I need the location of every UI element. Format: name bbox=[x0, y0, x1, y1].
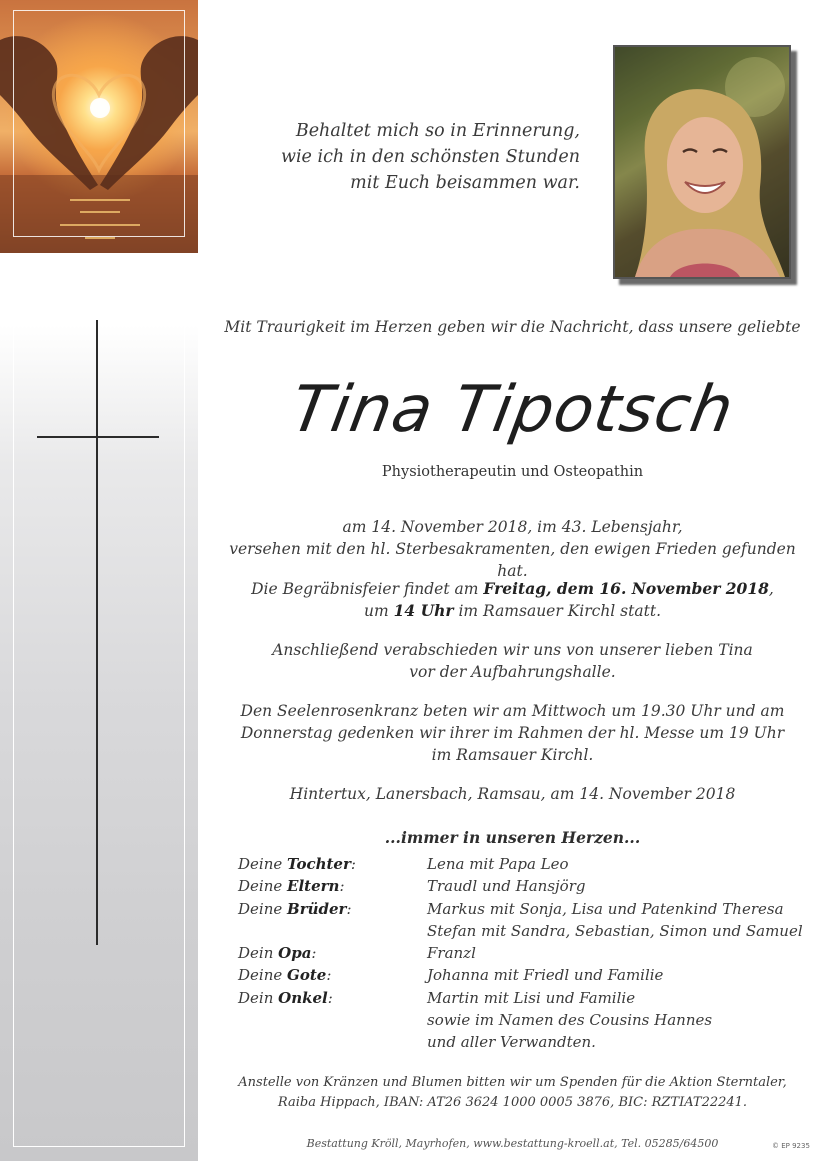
mourner-row bbox=[238, 875, 818, 897]
memorial-quote bbox=[270, 118, 580, 196]
mourner-relation: Dein Onkel: bbox=[238, 988, 333, 1007]
cross-horizontal-bar bbox=[37, 436, 159, 438]
left-column-frame bbox=[13, 275, 185, 1147]
mourner-names: sowie im Namen des Cousins Hannes bbox=[427, 1011, 713, 1030]
death-notice-paragraph bbox=[215, 516, 810, 582]
paragraph-line: am 14. November 2018, im 43. Lebensjahr, bbox=[342, 518, 683, 536]
paragraph-line: im Ramsauer Kirchl. bbox=[431, 746, 594, 764]
mourner-relation bbox=[238, 1009, 427, 1031]
paragraph-line: versehen mit den hl. Sterbesakramenten, den ewigen Frieden gefunden hat. bbox=[229, 540, 796, 580]
mourner-names: Markus mit Sonja, Lisa und Patenkind Theresa bbox=[427, 899, 784, 918]
text-segment: im Ramsauer Kirchl statt. bbox=[453, 602, 661, 620]
paragraph-line bbox=[215, 578, 810, 600]
mourner-row bbox=[238, 1009, 818, 1031]
quote-line: Behaltet mich so in Erinnerung, bbox=[295, 121, 580, 141]
mourner-relation: Deine Gote: bbox=[238, 966, 332, 985]
quote-line: mit Euch beisammen war. bbox=[350, 173, 580, 193]
quote-line: wie ich in den schönsten Stunden bbox=[280, 147, 580, 167]
text-segment: Die Begräbnisfeier findet am bbox=[251, 580, 484, 598]
donation-line: Anstelle von Kränzen und Blumen bitten wir um Spenden für die Aktion Sterntaler, bbox=[238, 1075, 787, 1090]
print-code: © EP 9235 bbox=[772, 1142, 810, 1150]
mourner-row bbox=[238, 942, 818, 964]
intro-text: Mit Traurigkeit im Herzen geben wir die Nachricht, dass unsere geliebte bbox=[224, 318, 801, 336]
funeral-time: 14 Uhr bbox=[393, 601, 454, 620]
mourner-names: Lena mit Papa Leo bbox=[427, 855, 569, 873]
portrait-photo bbox=[613, 45, 791, 279]
mourner-names: Johanna mit Friedl und Familie bbox=[427, 966, 664, 985]
mourner-row bbox=[238, 964, 818, 986]
deceased-name: Tina Tipotsch bbox=[285, 373, 740, 447]
paragraph-line bbox=[215, 600, 810, 622]
paragraph-line: Den Seelenrosenkranz beten wir am Mittwoch um 19.30 Uhr und am bbox=[240, 702, 785, 720]
mourner-names: Franzl bbox=[427, 944, 476, 963]
mourner-row bbox=[238, 1031, 818, 1053]
mourner-row bbox=[238, 898, 818, 920]
mourner-names: Stefan mit Sandra, Sebastian, Simon und Samuel bbox=[427, 921, 803, 940]
paragraph-line: Anschließend verabschieden wir uns von unserer lieben Tina bbox=[272, 641, 753, 659]
heart-hands-sunset-image bbox=[0, 0, 198, 253]
profession-text: Physiotherapeutin und Osteopathin bbox=[381, 464, 644, 480]
donation-request bbox=[215, 1073, 810, 1113]
mourner-relation: Dein Opa: bbox=[238, 944, 317, 963]
donation-line: Raiba Hippach, IBAN: AT26 3624 1000 0005 3876, BIC: RZTIAT22241. bbox=[277, 1095, 748, 1110]
mourner-relation bbox=[238, 1031, 427, 1053]
heart-image-frame bbox=[13, 10, 185, 237]
paragraph-line: Donnerstag gedenken wir ihrer im Rahmen der hl. Messe um 19 Uhr bbox=[240, 724, 785, 742]
funeral-paragraph bbox=[215, 578, 810, 622]
mourner-names: und aller Verwandten. bbox=[427, 1033, 596, 1052]
mourner-row bbox=[238, 853, 818, 875]
funeral-date: Freitag, dem 16. November 2018 bbox=[483, 579, 769, 598]
text-segment: , bbox=[768, 580, 774, 598]
closing-phrase: ...immer in unseren Herzen... bbox=[384, 828, 641, 847]
cross-vertical-bar bbox=[96, 320, 98, 945]
text-segment: um bbox=[364, 602, 394, 620]
mourner-row bbox=[238, 987, 818, 1009]
funeral-home-footer: Bestattung Kröll, Mayrhofen, www.bestattung-kroell.at, Tel. 05285/64500 bbox=[306, 1137, 719, 1150]
mourner-relation: Deine Brüder: bbox=[238, 899, 352, 918]
mourner-relation bbox=[238, 920, 427, 942]
mourner-names: Traudl und Hansjörg bbox=[427, 877, 586, 896]
rosary-paragraph bbox=[215, 700, 810, 766]
mourner-names: Martin mit Lisi und Familie bbox=[427, 988, 636, 1007]
mourners-list bbox=[238, 853, 818, 1054]
mourner-row bbox=[238, 920, 818, 942]
place-and-date: Hintertux, Lanersbach, Ramsau, am 14. November 2018 bbox=[289, 785, 736, 803]
paragraph-line: vor der Aufbahrungshalle. bbox=[409, 663, 616, 681]
mourner-relation: Deine Tochter: bbox=[238, 855, 356, 873]
farewell-paragraph bbox=[215, 639, 810, 683]
mourner-relation: Deine Eltern: bbox=[238, 877, 345, 896]
